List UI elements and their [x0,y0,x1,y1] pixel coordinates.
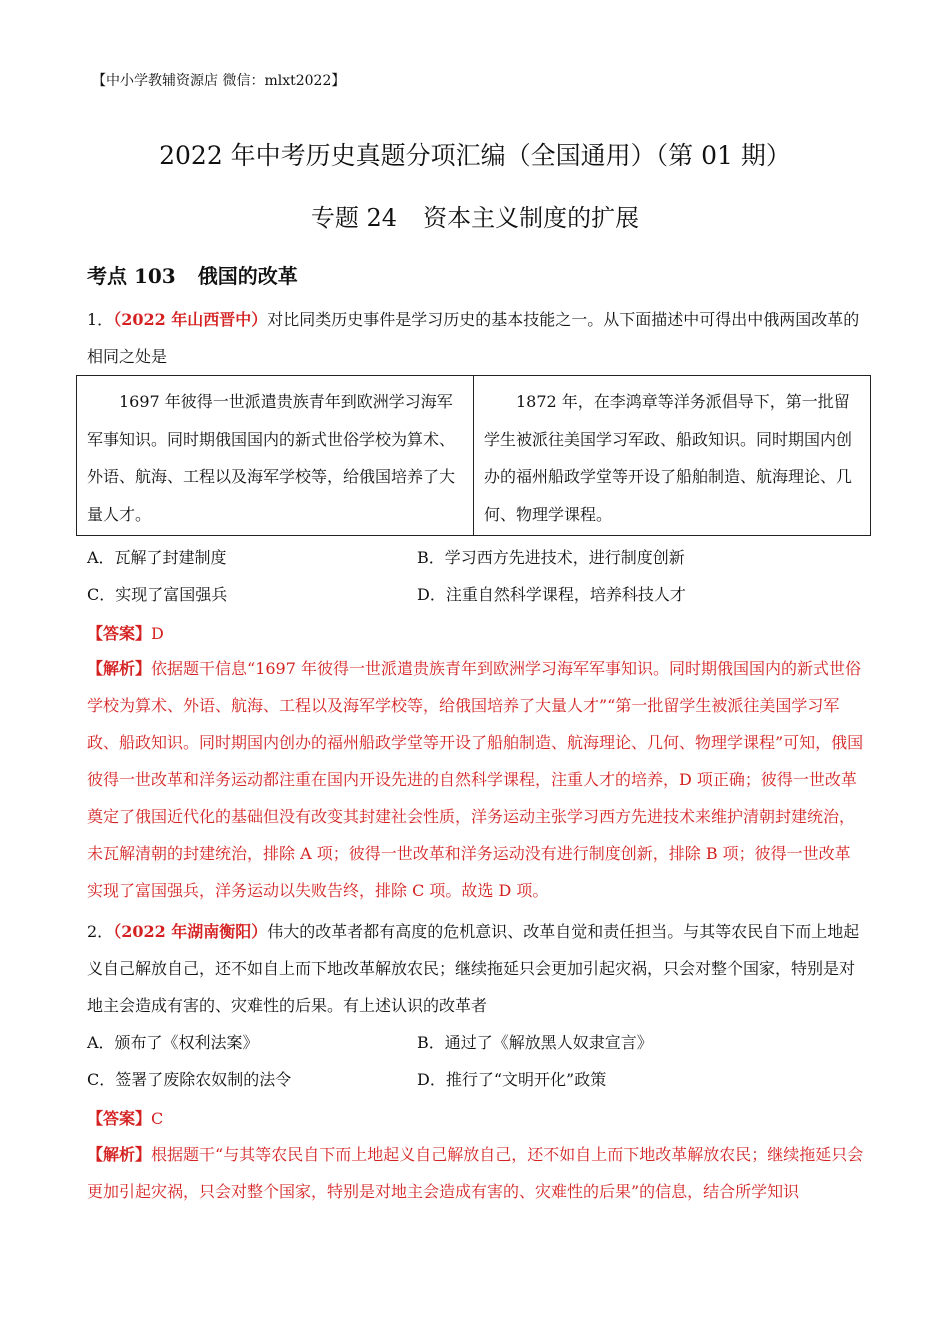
option-b: B．通过了《解放黑人奴隶宣言》 [417,1033,653,1052]
analysis-text: 根据题干“与其等农民自下而上地起义自己解放自己，还不如自上而下地改革解放农民；继续拖延只会更加引起灾祸，只会对整个国家，特别是对地主会造成有害的、灾难性的后果”的信息，结合所学知识 [87,1145,864,1201]
sub-title [0,198,950,233]
question-1-options [87,539,867,613]
analysis-text: 依据题干信息“1697 年彼得一世派遣贵族青年到欧洲学习海军军事知识。同时期俄国国内的新式世俗学校为算术、外语、航海、工程以及海军学校等，给俄国培养了大量人才”“第一批留学生被派往美国学习军政、船政知识。同时期国内创办的福州船政学堂等开设了船舶制造、航海理论、几何、物理学课程”可知，俄国彼得一世改革和洋务运动都注重在国内开设先进的自然科学课程，注重人才的培养，D 项正确；彼得一世改革奠定了俄国近代化的基础但没有改变其封建社会性质，洋务运动主张学习西方先进技术来维护清朝封建统治，未瓦解清朝的封建统治，排除 A 项；彼得一世改革和洋务运动没有进行制度创新，排除 B 项；彼得一世改革实现了富国强兵，洋务运动以失败告终，排除 C 项。故选 D 项。 [87,659,864,900]
topic-number: 专题 24 [310,204,398,232]
section-name: 俄国的改革 [197,264,298,288]
question-2-analysis [87,1136,865,1210]
topic-name: 资本主义制度的扩展 [423,204,640,232]
section-heading [87,260,298,289]
header-note: 【中小学教辅资源店 微信：mlxt2022】 [92,73,346,89]
comparison-cell-russia: 1697 年彼得一世派遣贵族青年到欧洲学习海军军事知识。同时期俄国国内的新式世俗学校为算术、外语、航海、工程以及海军学校等，给俄国培养了大量人才。 [77,376,474,535]
question-number: 2． [87,922,114,941]
option-a: A．瓦解了封建制度 [87,548,227,567]
option-a: A．颁布了《权利法案》 [87,1033,259,1052]
answer-value: D [151,624,164,643]
option-c: C．实现了富国强兵 [87,585,228,604]
question-1-analysis [87,650,865,909]
section-code: 考点 103 [87,264,176,288]
question-number: 1． [87,310,114,329]
option-b: B．学习西方先进技术，进行制度创新 [417,548,685,567]
answer-tag: 【答案】 [87,1109,152,1128]
question-source: （2022 年湖南衡阳） [113,922,268,941]
analysis-tag: 【解析】 [87,659,152,678]
analysis-tag: 【解析】 [87,1145,152,1164]
option-c: C．签署了废除农奴制的法令 [87,1070,292,1089]
answer-tag: 【答案】 [87,624,152,643]
comparison-table [76,375,871,536]
answer-value: C [151,1109,164,1128]
comparison-cell-china: 1872 年，在李鸿章等洋务派倡导下，第一批留学生被派往美国学习军政、船政知识。同时期国内创办的福州船政学堂等开设了船舶制造、航海理论、几何、物理学课程。 [484,392,853,524]
question-1-answer [87,621,164,644]
option-d: D．注重自然科学课程，培养科技人才 [417,585,686,604]
question-text: 伟大的改革者都有高度的危机意识、改革自觉和责任担当。与其等农民自下而上地起义自己解放自己，还不如自上而下地改革解放农民；继续拖延只会更加引起灾祸，只会对整个国家，特别是对地主会造成有害的、灾难性的后果。有上述认识的改革者 [87,922,860,1015]
option-d: D．推行了“文明开化”政策 [417,1070,607,1089]
question-2-options [87,1024,867,1098]
question-1-stem [87,301,865,375]
question-2-stem [87,913,865,1024]
question-source: （2022 年山西晋中） [113,310,268,329]
main-title: 2022 年中考历史真题分项汇编（全国通用）（第 01 期） [159,141,791,170]
question-2-answer [87,1106,163,1129]
question-text: 对比同类历史事件是学习历史的基本技能之一。从下面描述中可得出中俄两国改革的相同之处是 [87,310,860,366]
